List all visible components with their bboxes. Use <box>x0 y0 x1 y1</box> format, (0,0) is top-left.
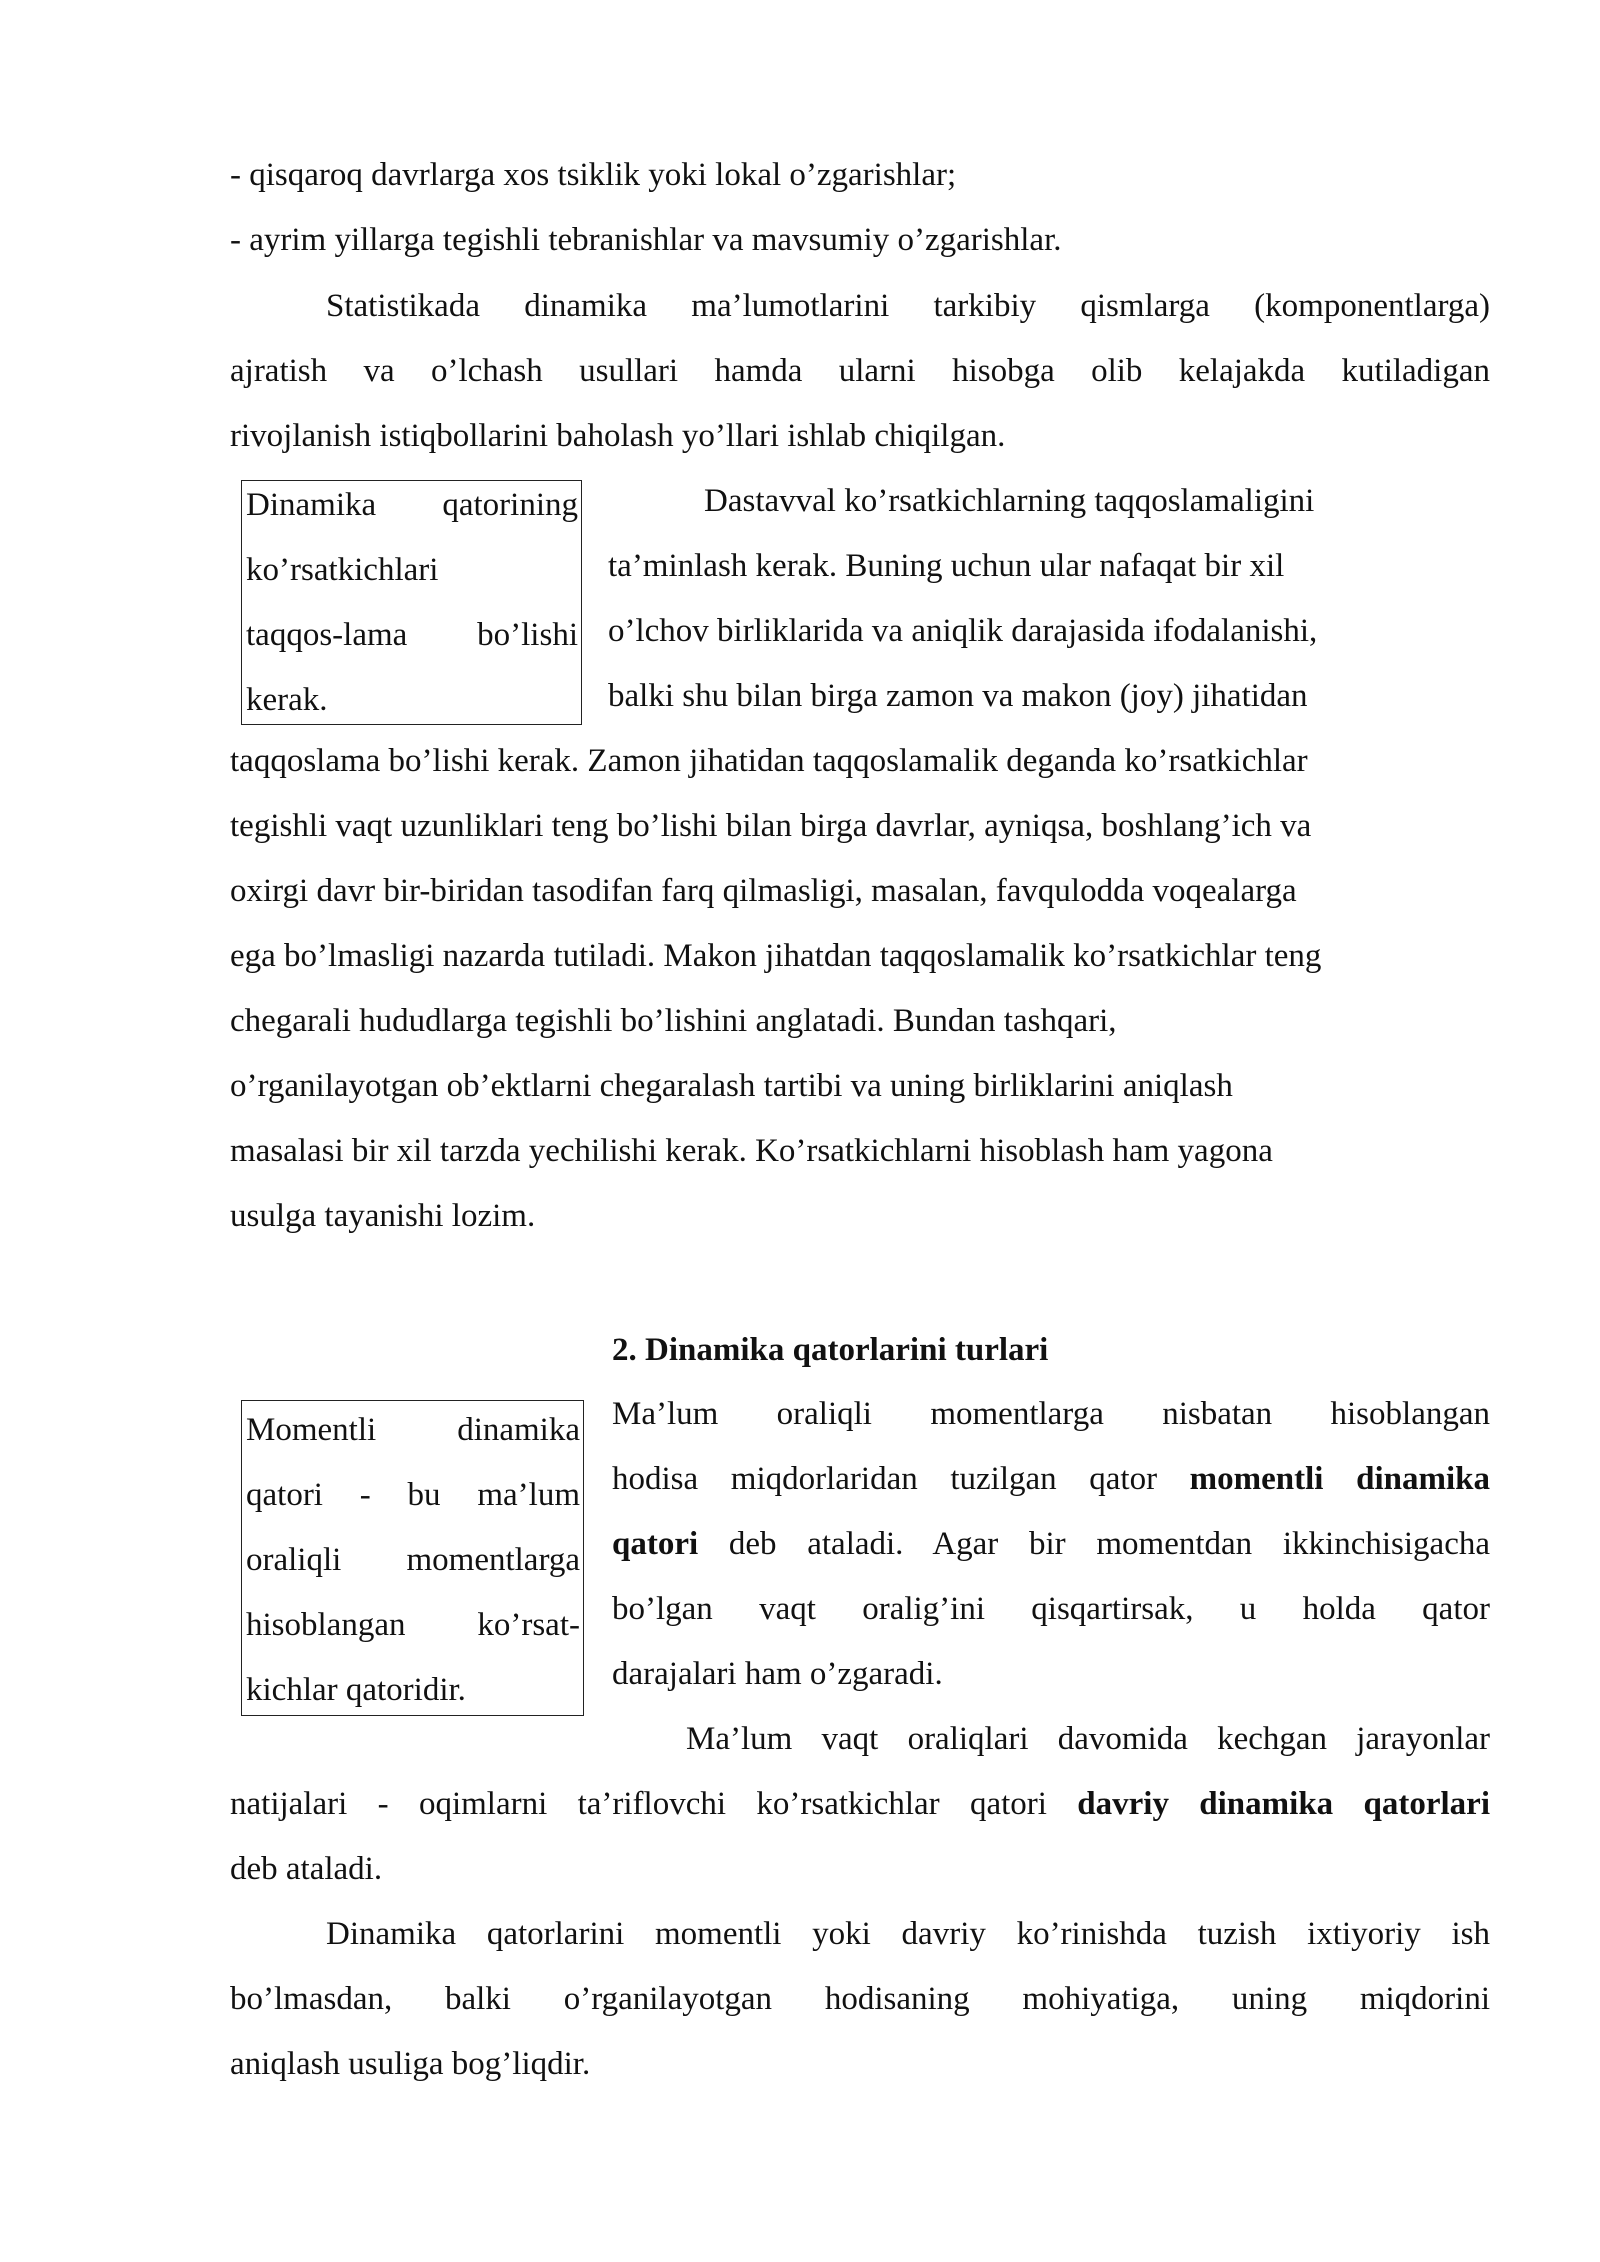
paragraph-line: rivojlanish istiqbollarini baholash yo’llari ishlab chiqilgan. <box>230 418 1006 454</box>
bold-term: qatori <box>612 1526 699 1562</box>
paragraph-line: Ma’lum oraliqli momentlarga nisbatan hisoblangan <box>612 1396 1490 1432</box>
section-heading: 2. Dinamika qatorlarini turlari <box>612 1332 1049 1368</box>
paragraph-line: ta’minlash kerak. Buning uchun ular nafaqat bir xil <box>608 548 1285 584</box>
paragraph-line: masalasi bir xil tarzda yechilishi kerak. Ko’rsatkichlarni hisoblash ham yagona <box>230 1133 1273 1169</box>
margin-note-box <box>241 480 582 725</box>
paragraph-line: ega bo’lmasligi nazarda tutiladi. Makon jihatdan taqqoslamalik ko’rsatkichlar teng <box>230 938 1322 974</box>
margin-note-line: Momentli dinamika <box>246 1412 580 1448</box>
paragraph-line: aniqlash usuliga bog’liqdir. <box>230 2046 591 2082</box>
paragraph-line: darajalari ham o’zgaradi. <box>612 1656 943 1692</box>
paragraph-line: o’rganilayotgan ob’ektlarni chegaralash tartibi va uning birliklarini aniqlash <box>230 1068 1233 1104</box>
paragraph-line: balki shu bilan birga zamon va makon (joy) jihatidan <box>608 678 1308 714</box>
paragraph-line: deb ataladi. <box>230 1851 383 1887</box>
margin-note-line: ko’rsatkichlari <box>246 552 439 588</box>
paragraph-line: Statistikada dinamika ma’lumotlarini tarkibiy qismlarga (komponentlarga) <box>326 288 1490 324</box>
bullet-line: - ayrim yillarga tegishli tebranishlar va mavsumiy o’zgarishlar. <box>230 222 1062 258</box>
paragraph-line: chegarali hududlarga tegishli bo’lishini anglatadi. Bundan tashqari, <box>230 1003 1117 1039</box>
paragraph-line <box>612 1524 1490 1564</box>
text-run: natijalari - oqimlarni ta’riflovchi ko’rsatkichlar qatori <box>230 1786 1078 1822</box>
margin-note-line: taqqos-lama bo’lishi <box>246 617 578 653</box>
margin-note-line: Dinamika qatorining <box>246 487 578 523</box>
paragraph-line: tegishli vaqt uzunliklari teng bo’lishi bilan birga davrlar, ayniqsa, boshlang’ich va <box>230 808 1312 844</box>
paragraph-line: bo’lmasdan, balki o’rganilayotgan hodisaning mohiyatiga, uning miqdorini <box>230 1981 1490 2017</box>
margin-note-line: kerak. <box>246 682 328 718</box>
margin-note-line: kichlar qatoridir. <box>246 1672 466 1708</box>
text-run: deb ataladi. Agar bir momentdan ikkinchisigacha <box>698 1526 1490 1562</box>
bold-term: davriy dinamika qatorlari <box>1077 1786 1490 1822</box>
text-run: hodisa miqdorlaridan tuzilgan qator <box>612 1461 1190 1497</box>
bold-term: momentli dinamika <box>1189 1461 1490 1497</box>
paragraph-line: usulga tayanishi lozim. <box>230 1198 536 1234</box>
paragraph-line <box>230 1784 1490 1824</box>
paragraph-line: oxirgi davr bir-biridan tasodifan farq qilmasligi, masalan, favqulodda voqealarga <box>230 873 1297 909</box>
paragraph-line: Dastavval ko’rsatkichlarning taqqoslamaligini <box>704 483 1315 519</box>
margin-note-line: oraliqli momentlarga <box>246 1542 580 1578</box>
paragraph-line: ajratish va o’lchash usullari hamda ularni hisobga olib kelajakda kutiladigan <box>230 353 1490 389</box>
bullet-line: - qisqaroq davrlarga xos tsiklik yoki lokal o’zgarishlar; <box>230 157 957 193</box>
paragraph-line: Dinamika qatorlarini momentli yoki davriy ko’rinishda tuzish ixtiyoriy ish <box>326 1916 1490 1952</box>
margin-note-line: hisoblangan ko’rsat- <box>246 1607 580 1643</box>
paragraph-line <box>612 1459 1490 1499</box>
paragraph-line: o’lchov birliklarida va aniqlik darajasida ifodalanishi, <box>608 613 1318 649</box>
paragraph-line: Ma’lum vaqt oraliqlari davomida kechgan jarayonlar <box>686 1721 1490 1757</box>
margin-note-line: qatori - bu ma’lum <box>246 1477 580 1513</box>
paragraph-line: bo’lgan vaqt oralig’ini qisqartirsak, u holda qator <box>612 1591 1490 1627</box>
margin-note-box <box>241 1400 584 1716</box>
paragraph-line: taqqoslama bo’lishi kerak. Zamon jihatidan taqqoslamalik deganda ko’rsatkichlar <box>230 743 1308 779</box>
